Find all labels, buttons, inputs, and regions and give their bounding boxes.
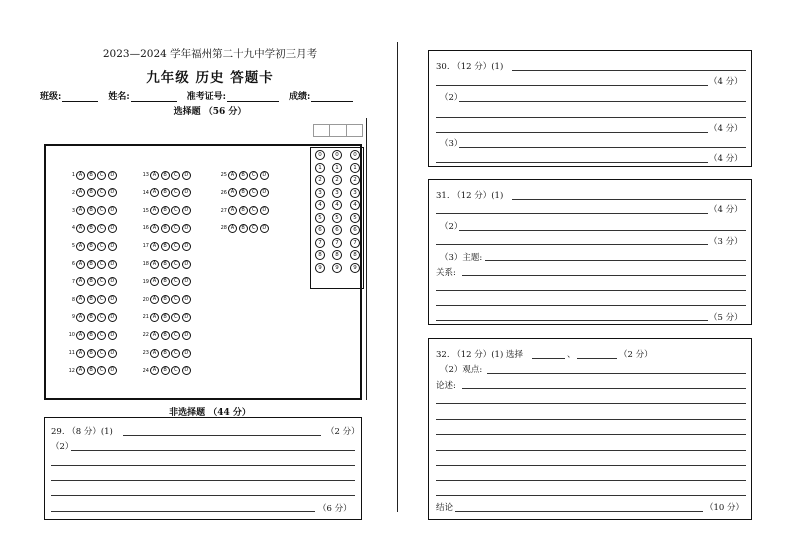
answer-bubble[interactable]: A (150, 277, 159, 286)
answer-bubble[interactable]: B (239, 206, 248, 215)
answer-bubble[interactable]: C (97, 331, 106, 340)
q32-score-2: （10 分） (705, 503, 745, 513)
q32-heading: 32. （12 分）(1) 选择 (436, 350, 523, 360)
answer-bubble[interactable]: C (97, 366, 106, 375)
q30-score-3: （4 分） (709, 154, 743, 164)
answer-bubble[interactable]: C (171, 206, 180, 215)
question-number: 26 (220, 189, 227, 196)
question-number: 4 (71, 225, 75, 232)
answer-bubble[interactable]: B (161, 366, 170, 375)
id-digit-column (350, 150, 360, 273)
id-digit-bubble[interactable]: 5 (350, 213, 360, 223)
id-digit-bubble[interactable]: 1 (332, 163, 342, 173)
answer-bubble[interactable]: C (97, 313, 106, 322)
answer-bubble[interactable]: B (161, 349, 170, 358)
answer-bubble[interactable]: B (161, 295, 170, 304)
answer-bubble[interactable]: C (97, 171, 106, 180)
school-exam-title: 2023—2024 学年福州第二十九中学初三月考 (102, 48, 318, 60)
question-number: 21 (142, 314, 149, 321)
answer-bubble[interactable]: C (171, 260, 180, 269)
question-number: 13 (142, 172, 149, 178)
question-number: 14 (142, 189, 149, 196)
answer-bubble[interactable]: C (171, 349, 180, 358)
choice-question-row (140, 294, 192, 306)
answer-bubble[interactable]: A (150, 260, 159, 269)
answer-bubble[interactable]: C (171, 224, 180, 233)
id-digit-bubble[interactable]: 1 (350, 163, 360, 173)
q31-relation-label: 关系: (436, 268, 456, 278)
q30-part-3: （3） (440, 139, 463, 149)
q32-choice-2-line[interactable] (577, 358, 617, 359)
q32-answer-box (428, 338, 752, 520)
exam-number-field[interactable]: 准考证号: (187, 89, 279, 102)
answer-bubble[interactable]: C (171, 242, 180, 251)
choice-question-row (218, 222, 270, 234)
choice-question-row (66, 258, 118, 270)
answer-bubble[interactable]: B (87, 260, 96, 269)
answer-bubble[interactable]: B (87, 331, 96, 340)
id-digit-bubble[interactable]: 8 (332, 250, 342, 260)
answer-bubble[interactable]: B (161, 206, 170, 215)
name-field[interactable]: 姓名: (108, 89, 176, 102)
q30-score-2: （4 分） (709, 124, 743, 134)
answer-bubble[interactable]: B (87, 206, 96, 215)
answer-bubble[interactable]: A (76, 188, 85, 197)
q30-answer-box (428, 50, 752, 167)
q30-line-6[interactable] (459, 147, 746, 148)
choice-question-row (66, 276, 118, 288)
q31-heading: 31. （12 分）(1) (436, 191, 504, 201)
answer-bubble[interactable]: D (108, 224, 117, 233)
answer-bubble[interactable]: B (161, 313, 170, 322)
id-digit-bubble[interactable]: 3 (315, 188, 325, 198)
answer-bubble[interactable]: B (239, 171, 248, 180)
q31-line-2[interactable] (436, 213, 708, 214)
answer-bubble[interactable]: A (150, 171, 159, 180)
answer-bubble[interactable]: D (182, 313, 191, 322)
q30-score-1: （4 分） (709, 77, 743, 87)
answer-bubble[interactable]: B (87, 242, 96, 251)
q30-line-3[interactable] (459, 101, 746, 102)
id-digit-bubble[interactable]: 9 (315, 263, 325, 273)
answer-bubble[interactable]: A (76, 366, 85, 375)
answer-bubble[interactable]: A (76, 295, 85, 304)
q30-part-2: （2） (440, 93, 463, 103)
answer-bubble[interactable]: D (108, 188, 117, 197)
q32-argument-line-3[interactable] (436, 419, 746, 420)
q32-viewpoint-label: （2）观点: (440, 365, 483, 375)
answer-bubble[interactable]: A (150, 313, 159, 322)
id-digit-bubble[interactable]: 6 (315, 225, 325, 235)
answer-bubble[interactable]: D (260, 206, 269, 215)
answer-bubble[interactable]: A (150, 349, 159, 358)
id-digit-bubble[interactable]: 2 (350, 175, 360, 185)
answer-bubble[interactable]: B (239, 188, 248, 197)
answer-bubble[interactable]: A (76, 242, 85, 251)
answer-bubble[interactable]: D (108, 277, 117, 286)
answer-bubble[interactable]: D (108, 366, 117, 375)
q31-theme-line[interactable] (485, 260, 746, 261)
choice-section-heading: 选择题 （56 分） (173, 107, 247, 117)
answer-bubble[interactable]: B (87, 224, 96, 233)
question-number: 1 (71, 172, 75, 178)
question-number: 28 (220, 225, 227, 232)
question-number: 24 (142, 367, 149, 374)
q30-line-5[interactable] (436, 132, 708, 133)
choice-question-row (66, 240, 118, 252)
q30-line-2[interactable] (436, 85, 708, 86)
choice-question-row (218, 169, 270, 181)
q29-score-2: （6 分） (318, 504, 352, 514)
q30-heading: 30. （12 分）(1) (436, 62, 504, 72)
answer-bubble[interactable]: A (150, 224, 159, 233)
q31-score-3: （5 分） (709, 313, 743, 323)
choice-question-row (140, 205, 192, 217)
student-info-row (40, 89, 363, 102)
choice-question-row (66, 311, 118, 323)
question-number: 12 (68, 367, 75, 374)
id-digit-bubble[interactable]: 6 (332, 225, 342, 235)
answer-bubble[interactable]: C (171, 295, 180, 304)
answer-bubble[interactable]: C (171, 277, 180, 286)
id-digit-column (315, 150, 325, 273)
answer-bubble[interactable]: D (108, 349, 117, 358)
answer-bubble[interactable]: B (161, 277, 170, 286)
question-number: 8 (71, 296, 75, 303)
q31-answer-box (428, 179, 752, 325)
answer-bubble[interactable]: A (76, 331, 85, 340)
answer-bubble[interactable]: C (171, 366, 180, 375)
q29-line-6[interactable] (51, 511, 315, 512)
q31-relation-line[interactable] (462, 275, 746, 276)
answer-bubble[interactable]: D (182, 349, 191, 358)
id-digit-bubble[interactable]: 3 (332, 188, 342, 198)
q32-argument-line-8[interactable] (436, 495, 746, 496)
question-number: 15 (142, 207, 149, 214)
choice-question-row (140, 276, 192, 288)
answer-bubble[interactable]: C (171, 171, 180, 180)
answer-bubble[interactable]: B (161, 260, 170, 269)
q29-answer-box (44, 417, 362, 520)
answer-bubble[interactable]: C (171, 331, 180, 340)
score-field[interactable]: 成绩: (289, 89, 353, 102)
q31-line-7[interactable] (436, 320, 708, 321)
q32-viewpoint-line[interactable] (487, 373, 746, 374)
answer-bubble[interactable]: B (161, 188, 170, 197)
answer-bubble[interactable]: B (87, 349, 96, 358)
id-digit-bubble[interactable]: 3 (350, 188, 360, 198)
id-digit-bubble[interactable]: 4 (315, 200, 325, 210)
choice-question-row (66, 329, 118, 341)
answer-bubble[interactable]: A (76, 171, 85, 180)
answer-bubble[interactable]: A (150, 188, 159, 197)
answer-bubble[interactable]: C (97, 224, 106, 233)
answer-bubble[interactable]: D (108, 242, 117, 251)
answer-bubble[interactable]: D (182, 366, 191, 375)
question-number: 6 (71, 261, 75, 267)
q32-argument-label: 论述: (436, 381, 456, 391)
answer-bubble[interactable]: A (228, 206, 237, 215)
question-number: 27 (220, 207, 227, 214)
choice-question-row (66, 169, 118, 181)
id-digit-bubble[interactable]: 9 (350, 263, 360, 273)
choice-question-row (66, 205, 118, 217)
choice-question-row (140, 365, 192, 377)
question-number: 17 (142, 243, 149, 250)
q32-conclusion-label: 结论 (436, 503, 454, 513)
exam-id-bubbles (310, 147, 364, 289)
choice-question-row (66, 187, 118, 199)
page-divider (397, 42, 398, 512)
q31-part-2: （2） (440, 222, 463, 232)
answer-bubble[interactable]: A (76, 224, 85, 233)
q32-choice-1-line[interactable] (532, 358, 565, 359)
answer-bubble[interactable]: C (249, 171, 258, 180)
q29-line-2[interactable] (71, 450, 355, 451)
choice-question-row (218, 187, 270, 199)
choice-question-row (66, 294, 118, 306)
answer-bubble[interactable]: B (87, 366, 96, 375)
question-number: 25 (220, 172, 227, 178)
answer-bubble[interactable]: D (108, 206, 117, 215)
choice-question-row (140, 258, 192, 270)
question-number: 7 (71, 278, 75, 285)
id-digit-bubble[interactable]: 0 (315, 150, 325, 160)
answer-bubble[interactable]: B (161, 242, 170, 251)
id-digit-bubble[interactable]: 4 (332, 200, 342, 210)
id-digit-bubble[interactable]: 8 (315, 250, 325, 260)
question-number: 5 (71, 243, 75, 250)
answer-bubble[interactable]: A (150, 206, 159, 215)
q31-line-6[interactable] (436, 305, 746, 306)
id-digit-bubble[interactable]: 7 (350, 238, 360, 248)
answer-bubble[interactable]: A (150, 331, 159, 340)
answer-bubble[interactable]: B (87, 313, 96, 322)
answer-bubble[interactable]: D (182, 224, 191, 233)
question-number: 19 (142, 278, 149, 285)
score-grid (313, 124, 363, 137)
answer-bubble[interactable]: D (108, 171, 117, 180)
answer-bubble[interactable]: D (108, 260, 117, 269)
answer-bubble[interactable]: A (150, 295, 159, 304)
answer-bubble[interactable]: D (182, 260, 191, 269)
q31-line-5[interactable] (436, 290, 746, 291)
id-digit-bubble[interactable]: 7 (315, 238, 325, 248)
answer-bubble[interactable]: C (171, 188, 180, 197)
answer-bubble[interactable]: B (161, 224, 170, 233)
answer-bubble[interactable]: D (108, 313, 117, 322)
id-digit-bubble[interactable]: 4 (350, 200, 360, 210)
answer-bubble[interactable]: C (97, 188, 106, 197)
id-digit-bubble[interactable]: 2 (332, 175, 342, 185)
q32-argument-line-7[interactable] (436, 480, 746, 481)
q32-conclusion-line[interactable] (455, 511, 703, 512)
answer-bubble[interactable]: D (182, 277, 191, 286)
answer-bubble[interactable]: C (97, 206, 106, 215)
choice-question-row (140, 240, 192, 252)
id-column-rule (366, 118, 367, 400)
answer-bubble[interactable]: C (97, 277, 106, 286)
answer-bubble[interactable]: D (108, 295, 117, 304)
q29-part-2: （2） (51, 442, 74, 452)
answer-bubble[interactable]: A (76, 260, 85, 269)
answer-bubble[interactable]: A (228, 188, 237, 197)
answer-bubble[interactable]: D (108, 331, 117, 340)
q32-argument-line-1[interactable] (462, 388, 746, 389)
id-digit-bubble[interactable]: 5 (315, 213, 325, 223)
q30-line-4[interactable] (436, 117, 746, 118)
choice-question-row (140, 311, 192, 323)
id-digit-bubble[interactable]: 6 (350, 225, 360, 235)
answer-bubble[interactable]: B (87, 171, 96, 180)
answer-bubble[interactable]: B (161, 171, 170, 180)
q30-line-1[interactable] (512, 70, 746, 71)
answer-bubble[interactable]: D (182, 331, 191, 340)
answer-bubble[interactable]: D (182, 295, 191, 304)
id-digit-bubble[interactable]: 7 (332, 238, 342, 248)
id-digit-bubble[interactable]: 0 (332, 150, 342, 160)
answer-bubble[interactable]: C (249, 188, 258, 197)
answer-bubble[interactable]: D (260, 188, 269, 197)
answer-bubble[interactable]: D (182, 206, 191, 215)
answer-bubble[interactable]: B (161, 331, 170, 340)
choice-question-row (140, 347, 192, 359)
answer-bubble[interactable]: A (76, 313, 85, 322)
answer-bubble[interactable]: A (76, 349, 85, 358)
answer-bubble[interactable]: C (97, 242, 106, 251)
q31-line-3[interactable] (459, 230, 746, 231)
id-digit-column (332, 150, 342, 273)
id-digit-bubble[interactable]: 0 (350, 150, 360, 160)
id-digit-bubble[interactable]: 1 (315, 163, 325, 173)
question-number: 9 (71, 314, 75, 321)
answer-bubble[interactable]: B (87, 277, 96, 286)
q31-score-1: （4 分） (709, 205, 743, 215)
q32-score-1: （2 分） (619, 350, 653, 360)
choice-question-row (66, 222, 118, 234)
nonchoice-section-heading: 非选择题 （44 分） (169, 408, 251, 418)
answer-bubble[interactable]: A (76, 206, 85, 215)
answer-bubble[interactable]: A (228, 171, 237, 180)
q31-line-1[interactable] (512, 199, 746, 200)
answer-bubble[interactable]: C (97, 349, 106, 358)
answer-bubble[interactable]: D (182, 188, 191, 197)
choice-question-row (66, 365, 118, 377)
id-digit-bubble[interactable]: 5 (332, 213, 342, 223)
q31-part-3: （3）主题: (440, 253, 483, 263)
id-digit-bubble[interactable]: 8 (350, 250, 360, 260)
answer-bubble[interactable]: D (260, 224, 269, 233)
answer-bubble[interactable]: B (239, 224, 248, 233)
id-digit-bubble[interactable]: 9 (332, 263, 342, 273)
q29-line-3[interactable] (51, 465, 355, 466)
choice-question-row (140, 222, 192, 234)
q31-score-2: （3 分） (709, 237, 743, 247)
answer-bubble[interactable]: C (171, 313, 180, 322)
id-digit-bubble[interactable]: 2 (315, 175, 325, 185)
question-number: 10 (68, 332, 75, 339)
answer-bubble[interactable]: A (150, 242, 159, 251)
answer-bubble[interactable]: C (97, 295, 106, 304)
choice-question-row (140, 169, 192, 181)
choice-question-row (140, 329, 192, 341)
question-number: 16 (142, 225, 149, 232)
q29-score-1: （2 分） (326, 427, 360, 437)
question-number: 2 (71, 189, 75, 196)
q30-line-7[interactable] (436, 162, 708, 163)
question-number: 18 (142, 261, 149, 267)
answer-bubble[interactable]: B (87, 188, 96, 197)
answer-bubble[interactable]: D (260, 171, 269, 180)
answer-bubble[interactable]: A (228, 224, 237, 233)
question-number: 20 (142, 296, 149, 303)
answer-card-title: 九年级 历史 答题卡 (146, 70, 274, 86)
choice-question-row (140, 187, 192, 199)
q29-line-4[interactable] (51, 480, 355, 481)
q31-line-4[interactable] (436, 244, 708, 245)
question-number: 11 (68, 350, 75, 356)
q29-line-1[interactable] (123, 435, 321, 436)
q29-heading: 29. （8 分）(1) (51, 427, 113, 437)
answer-bubble[interactable]: A (150, 366, 159, 375)
q32-argument-line-2[interactable] (436, 403, 746, 404)
answer-bubble[interactable]: D (182, 171, 191, 180)
class-field[interactable]: 班级: (40, 89, 98, 102)
q32-argument-line-6[interactable] (436, 465, 746, 466)
q32-choice-separator: 、 (567, 350, 576, 360)
q29-line-5[interactable] (51, 495, 355, 496)
answer-bubble[interactable]: D (182, 242, 191, 251)
question-number: 22 (142, 332, 149, 339)
choice-question-row (218, 205, 270, 217)
question-number: 3 (71, 207, 75, 214)
answer-bubble[interactable]: C (249, 206, 258, 215)
choice-question-row (66, 347, 118, 359)
question-number: 23 (142, 350, 149, 356)
answer-bubble[interactable]: A (76, 277, 85, 286)
answer-bubble[interactable]: C (97, 260, 106, 269)
q32-argument-line-5[interactable] (436, 450, 746, 451)
answer-bubble[interactable]: B (87, 295, 96, 304)
q32-argument-line-4[interactable] (436, 434, 746, 435)
answer-bubble[interactable]: C (249, 224, 258, 233)
